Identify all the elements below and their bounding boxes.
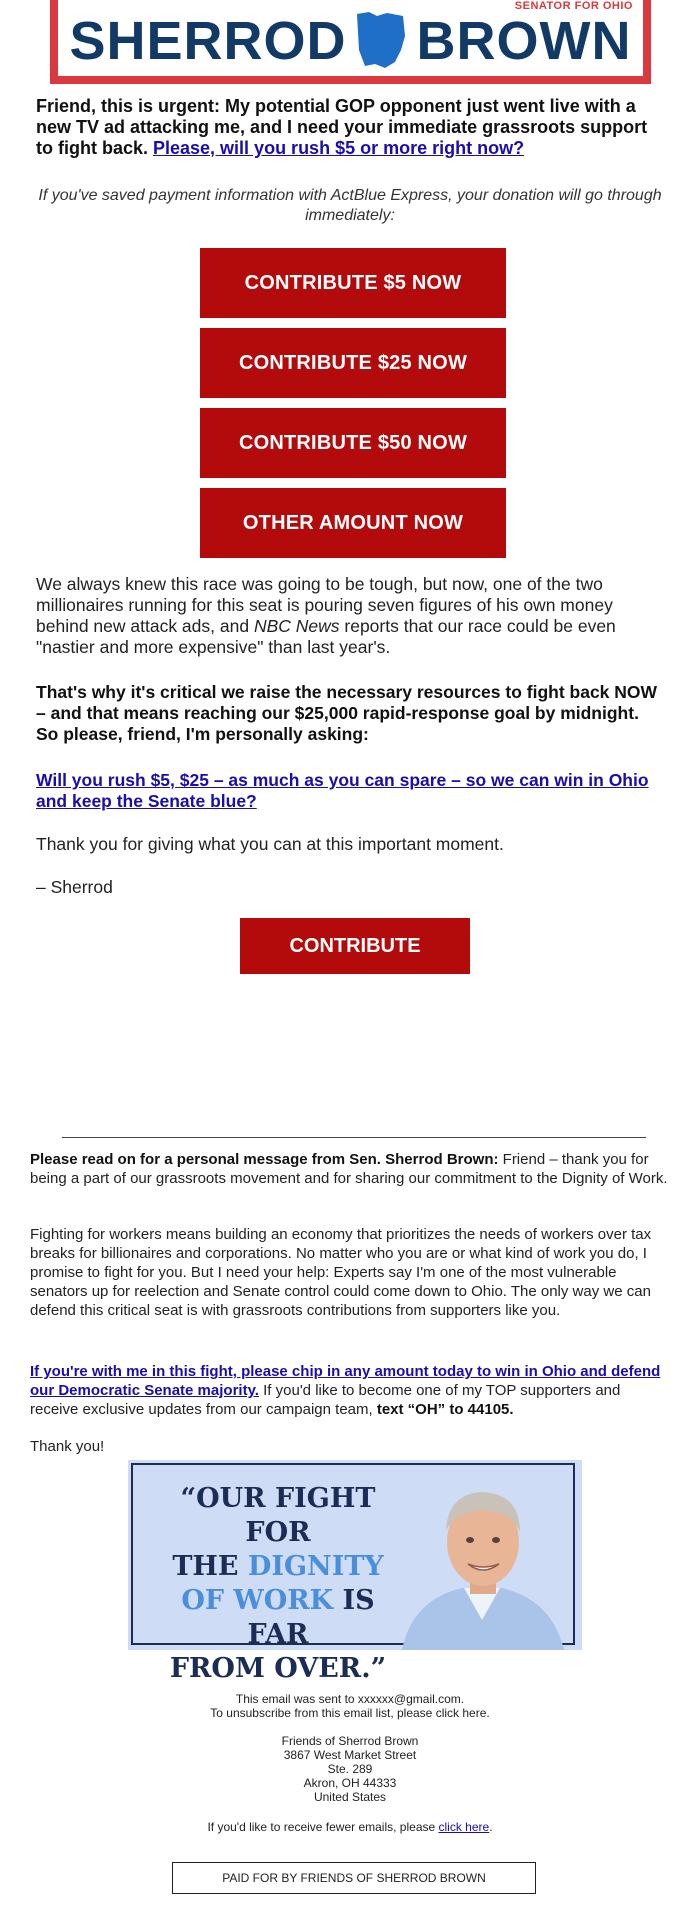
divider xyxy=(62,1137,646,1138)
intro-paragraph xyxy=(36,96,664,159)
personal-message xyxy=(30,1150,670,1188)
banner-line-1: “OUR FIGHT FOR xyxy=(180,1483,376,1548)
dignity-of-work-banner xyxy=(128,1460,582,1684)
signoff: – Sherrod xyxy=(36,877,113,897)
header-logo xyxy=(50,0,651,84)
contribute-25-button[interactable]: CONTRIBUTE $25 NOW xyxy=(200,328,506,398)
footer-country: United States xyxy=(313,1790,387,1804)
body-p1-b: reports that our race could be even "nastier and more expensive" than last year's. xyxy=(36,616,616,657)
text-cta: text “OH” to 44105. xyxy=(376,1401,514,1418)
banner-quote xyxy=(148,1482,408,1686)
banner-line-4: FROM OVER.” xyxy=(169,1653,387,1684)
personal-lead: Please read on for a personal message from Sen. Sherrod Brown: xyxy=(30,1151,499,1168)
header-tagline: SENATOR FOR OHIO xyxy=(514,0,633,12)
banner-line-2a: THE xyxy=(172,1551,248,1582)
intro-donate-link[interactable]: Please, will you rush $5 or more right now? xyxy=(153,138,525,158)
footer-suite: Ste. 289 xyxy=(327,1762,373,1776)
footer-unsubscribe[interactable]: To unsubscribe from this email list, please click here. xyxy=(210,1706,490,1720)
ohio-state-icon xyxy=(355,10,409,70)
footer-sent-to: This email was sent to xxxxxx@gmail.com. xyxy=(235,1692,465,1706)
footer-fewer-emails xyxy=(0,1820,700,1834)
personal-paragraph-2: Fighting for workers means building an economy that prioritizes the needs of workers over tax breaks for billionaires and corporations. No matter who you are or what kind of work you do, I promise to fight for you. But I need your help: Experts say I'm one of the most vulnerable senators up for reelection and Senate control could come down to Ohio. The only way we can defend this critical seat is with grassroots contributions from supporters like you. xyxy=(30,1226,652,1319)
chip-in-link[interactable]: If you're with me in this fight, please chip in any amount today to win in Ohio and defend our Democratic Senate majority. xyxy=(30,1363,661,1399)
contribute-50-button[interactable]: CONTRIBUTE $50 NOW xyxy=(200,408,506,478)
body-p1-a: We always knew this race was going to be tough, but now, one of the two millionaires running for this seat is pouring seven figures of his own money behind new attack ads, and xyxy=(36,574,613,636)
banner-line-3a: OF WORK xyxy=(181,1585,334,1616)
logo-last-name: BROWN xyxy=(416,11,632,71)
body-paragraph-2: That's why it's critical we raise the necessary resources to fight back NOW – and that means reaching our $25,000 rapid-response goal by midnight. So please, friend, I'm personally asking: xyxy=(36,682,658,744)
actblue-note: If you've saved payment information with ActBlue Express, your donation will go through immediately: xyxy=(38,187,662,224)
fewer-emails-link[interactable]: click here xyxy=(438,1820,490,1834)
fewer-emails-end: . xyxy=(489,1820,493,1834)
banner-line-3b: IS FAR xyxy=(247,1585,375,1650)
logo-wordmark xyxy=(58,10,643,72)
footer-city: Akron, OH 44333 xyxy=(303,1776,397,1790)
banner-line-2 xyxy=(148,1550,408,1584)
senator-portrait-icon xyxy=(382,1460,582,1650)
other-amount-button[interactable]: OTHER AMOUNT NOW xyxy=(200,488,506,558)
footer-street: 3867 West Market Street xyxy=(283,1748,417,1762)
personal-paragraph-3 xyxy=(30,1362,670,1419)
paid-for-disclaimer: PAID FOR BY FRIENDS OF SHERROD BROWN xyxy=(172,1862,536,1894)
contribute-button[interactable]: CONTRIBUTE xyxy=(240,918,470,974)
fewer-emails-text: If you'd like to receive fewer emails, please xyxy=(207,1820,439,1834)
logo-first-name: SHERROD xyxy=(69,11,347,71)
thanks: Thank you! xyxy=(30,1438,105,1455)
rush-donate-link[interactable]: Will you rush $5, $25 – as much as you can spare – so we can win in Ohio and keep the Senate blue? xyxy=(36,770,649,811)
contribute-5-button[interactable]: CONTRIBUTE $5 NOW xyxy=(200,248,506,318)
personal-after-link: If you'd like to become one of my TOP supporters and receive exclusive updates from our campaign team, xyxy=(30,1382,621,1418)
body-paragraph-3 xyxy=(36,770,664,812)
personal-text: Friend – thank you for being a part of our grassroots movement and for sharing our commitment to the Dignity of Work. xyxy=(30,1151,668,1187)
intro-text: Friend, this is urgent: My potential GOP opponent just went live with a new TV ad attacking me, and I need your immediate grassroots support to fight back. xyxy=(36,96,648,158)
body-p1-em: NBC News xyxy=(253,616,340,636)
banner-line-3 xyxy=(148,1584,408,1652)
body-paragraph-1 xyxy=(36,574,664,658)
footer-org: Friends of Sherrod Brown xyxy=(281,1734,419,1748)
body-paragraph-4: Thank you for giving what you can at this important moment. xyxy=(36,834,504,854)
banner-line-2b: DIGNITY xyxy=(247,1551,384,1582)
